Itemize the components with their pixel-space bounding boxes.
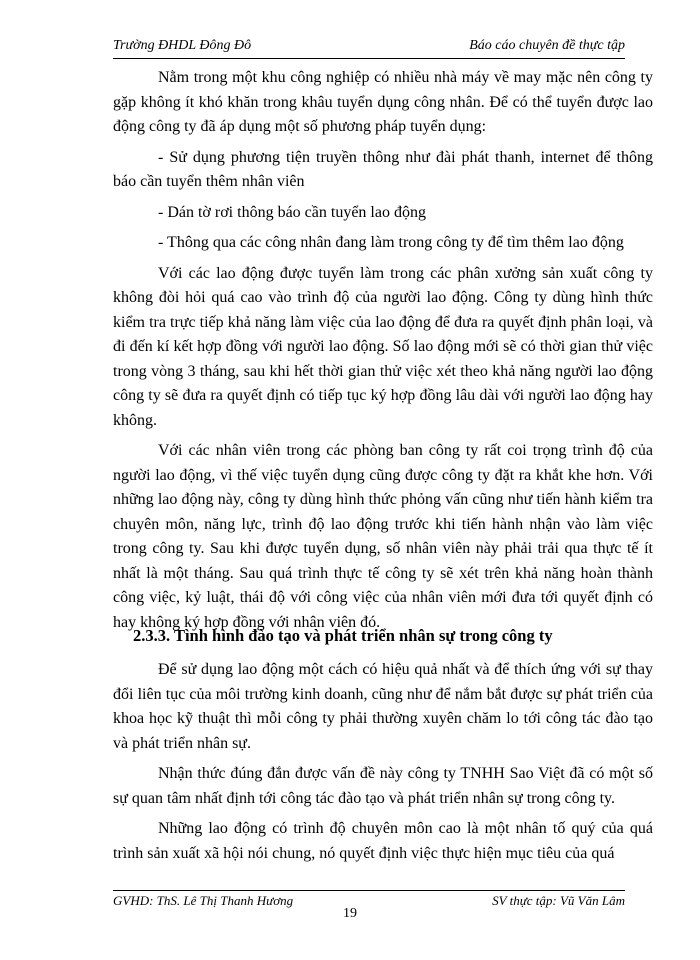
bullet-flyers: - Dán tờ rơi thông báo cần tuyển lao động — [158, 203, 426, 221]
paragraph-recruitment-intro: Nằm trong một khu công nghiệp có nhiều nhà máy về may mặc nên công ty gặp không ít khó khăn trong khâu tuyển dụng công nhân. Để có thể tuyển được lao động công ty đã áp dụng một số phương pháp tuyển dụng: — [113, 69, 653, 135]
paragraph-workshop-workers: Với các lao động được tuyển làm trong các phân xưởng sản xuất công ty không đòi hỏi quá cao vào trình độ của người lao động. Công ty dùng hình thức kiểm tra trực tiếp khả năng làm việc của lao động để đưa ra quyết định phân loại, và đi đến kí kết hợp đồng với người lao động. Số lao động mới sẽ có thời gian thử việc trong vòng 3 tháng, sau khi hết thời gian thử việc xét theo khả năng người lao động công ty sẽ đưa ra quyết định có tiếp tục ký hợp đồng lâu dài với người lao động hay không. — [113, 264, 653, 429]
bullet-media: - Sử dụng phương tiện truyền thông như đài phát thanh, internet để thông báo cần tuyển thêm nhân viên — [113, 148, 653, 190]
footer-student: SV thực tập: Vũ Văn Lâm — [492, 893, 625, 908]
page-body — [113, 66, 653, 641]
header-school: Trường ĐHDL Đông Đô — [113, 38, 252, 53]
bullet-referrals: - Thông qua các công nhân đang làm trong công ty để tìm thêm lao động — [158, 234, 624, 251]
section-2-3-3 — [113, 624, 653, 872]
page-number: 19 — [343, 906, 357, 921]
section-heading: 2.3.3. Tình hình đào tạo và phát triển nhân sự trong công ty — [133, 626, 553, 645]
paragraph-company-awareness: Nhận thức đúng đắn được vấn đề này công ty TNHH Sao Việt đã có một số sự quan tâm nhất định tới công tác đào tạo và phát triển nhân sự trong công ty. — [113, 765, 653, 807]
paragraph-training-intro: Để sử dụng lao động một cách có hiệu quả nhất và để thích ứng với sự thay đổi liên tục của môi trường kinh doanh, cũng như để nắm bắt được sự phát triển của khoa học kỹ thuật thì mỗi công ty phải thường xuyên chăm lo tới công tác đào tạo và phát triển nhân sự. — [113, 661, 653, 752]
page-header — [113, 38, 625, 59]
paragraph-office-staff: Với các nhân viên trong các phòng ban công ty rất coi trọng trình độ của người lao động, vì thế việc tuyển dụng cũng được công ty đặt ra khắt khe hơn. Với những lao động này, công ty dùng hình thức phỏng vấn cũng như tiến hành kiểm tra chuyên môn, năng lực, trình độ lao động trước khi tiến hành nhận vào làm việc trong công ty. Sau khi được tuyển dụng, số nhân viên này phải trải qua thực tế ít nhất là một tháng. Sau quá trình thực tế công ty sẽ xét trên khả năng hoàn thành công việc, kỷ luật, thái độ với công việc của nhân viên mới đưa tới quyết định có hay không ký hợp đồng với nhân viên đó. — [113, 442, 653, 631]
footer-supervisor: GVHD: ThS. Lê Thị Thanh Hương — [113, 893, 294, 908]
header-report-title: Báo cáo chuyên đề thực tập — [469, 38, 625, 53]
paragraph-skilled-workers: Những lao động có trình độ chuyên môn cao là một nhân tố quý của quá trình sản xuất xã hội nói chung, nó quyết định việc thực hiện mục tiêu của quá — [113, 820, 653, 862]
